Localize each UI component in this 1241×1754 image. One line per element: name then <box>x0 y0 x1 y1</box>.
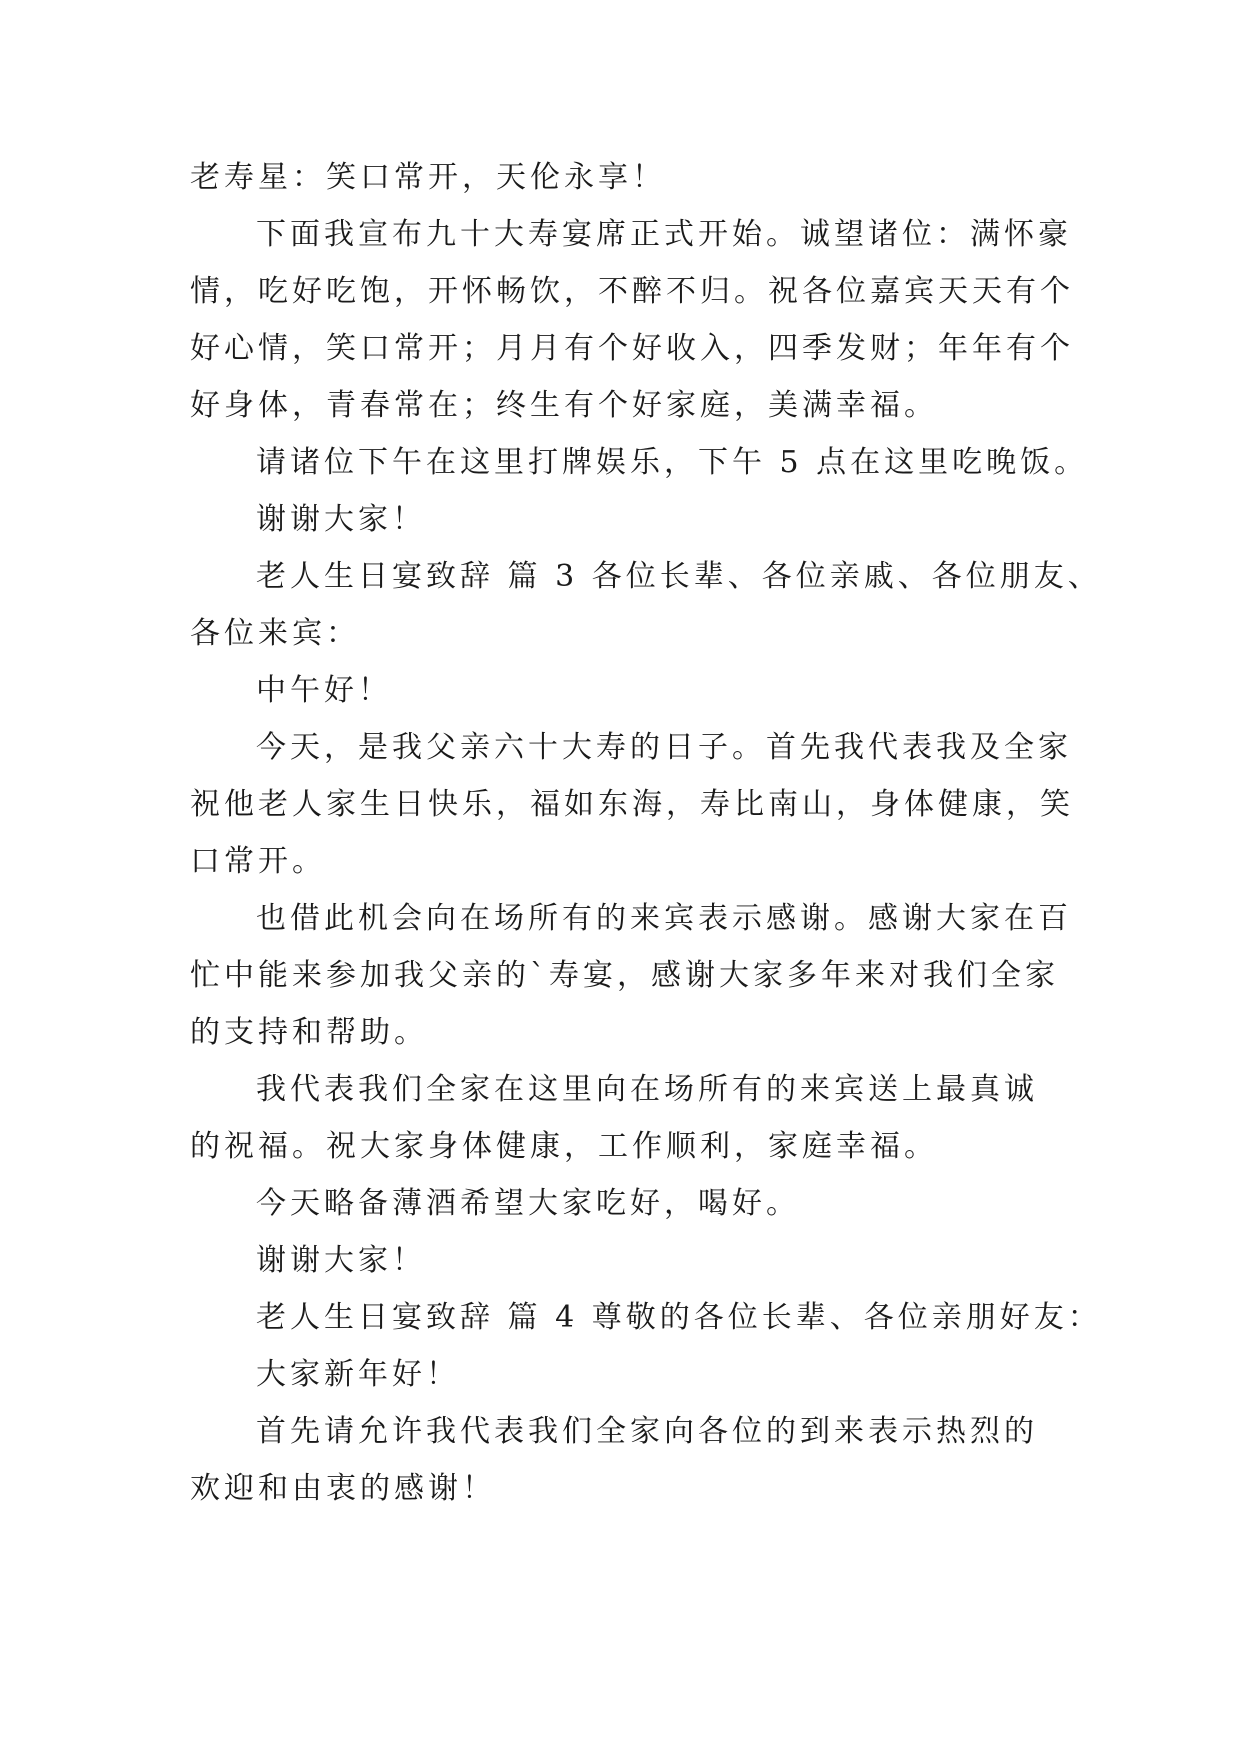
text-line: 的祝福。祝大家身体健康，工作顺利，家庭幸福。 <box>190 1129 938 1164</box>
text-line: 也借此机会向在场所有的来宾表示感谢。感谢大家在百 <box>256 901 1072 936</box>
text-line: 首先请允许我代表我们全家向各位的到来表示热烈的 <box>256 1414 1038 1449</box>
text-line: 老寿星：笑口常开，天伦永享！ <box>190 160 666 195</box>
text-line: 谢谢大家！ <box>256 1243 426 1278</box>
text-line: 谢谢大家！ <box>256 502 426 537</box>
text-line: 好心情，笑口常开；月月有个好收入，四季发财；年年有个 <box>190 331 1074 366</box>
text-line: 好身体，青春常在；终生有个好家庭，美满幸福。 <box>190 388 938 423</box>
text-line: 今天，是我父亲六十大寿的日子。首先我代表我及全家 <box>256 730 1072 765</box>
text-line: 请诸位下午在这里打牌娱乐，下午 5 点在这里吃晚饭。 <box>256 445 1089 480</box>
text-line: 老人生日宴致辞 篇 3 各位长辈、各位亲戚、各位朋友、 <box>256 559 1102 594</box>
text-line: 忙中能来参加我父亲的`寿宴，感谢大家多年来对我们全家 <box>190 958 1059 993</box>
text-line: 下面我宣布九十大寿宴席正式开始。诚望诸位：满怀豪 <box>256 217 1072 252</box>
text-line: 的支持和帮助。 <box>190 1015 428 1050</box>
text-line: 中午好！ <box>256 673 392 708</box>
text-line: 今天略备薄酒希望大家吃好，喝好。 <box>256 1186 800 1221</box>
text-line: 大家新年好！ <box>256 1357 460 1392</box>
text-line: 我代表我们全家在这里向在场所有的来宾送上最真诚 <box>256 1072 1038 1107</box>
text-line: 情，吃好吃饱，开怀畅饮，不醉不归。祝各位嘉宾天天有个 <box>190 274 1074 309</box>
text-line: 各位来宾： <box>190 616 360 651</box>
text-line: 欢迎和由衷的感谢！ <box>190 1471 496 1506</box>
text-line: 口常开。 <box>190 844 326 879</box>
text-line: 老人生日宴致辞 篇 4 尊敬的各位长辈、各位亲朋好友： <box>256 1300 1102 1335</box>
text-line: 祝他老人家生日快乐，福如东海，寿比南山，身体健康，笑 <box>190 787 1074 822</box>
